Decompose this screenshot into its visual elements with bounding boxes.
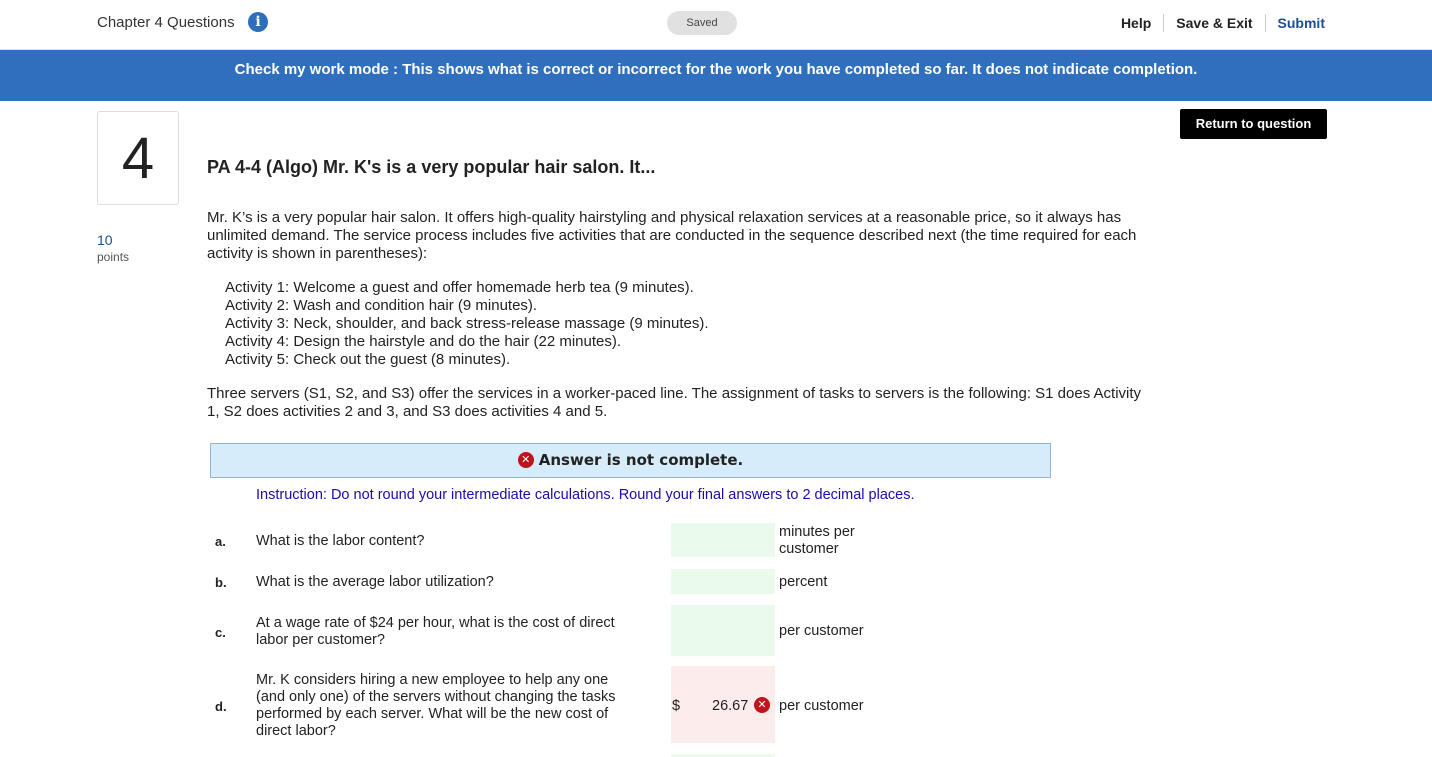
check-work-banner: Check my work mode : This shows what is correct or incorrect for the work you have completed so far. It does not indicate completion. — [0, 50, 1432, 101]
question-number: 4 — [97, 111, 179, 205]
activity-item: Activity 1: Welcome a guest and offer homemade herb tea (9 minutes). — [225, 279, 694, 296]
incorrect-icon: ✕ — [518, 452, 534, 468]
part-unit: per customer — [779, 623, 864, 639]
incorrect-icon: ✕ — [754, 697, 770, 713]
part-question: What is the labor content? — [256, 533, 425, 549]
answer-status-bar — [210, 443, 1051, 478]
activity-item: Activity 5: Check out the guest (8 minutes). — [225, 351, 511, 368]
activity-item: Activity 3: Neck, shoulder, and back stress-release massage (9 minutes). — [225, 315, 709, 332]
question-intro: Mr. K’s is a very popular hair salon. It offers high-quality hairstyling and physical relaxation services at a reasonable price, so it always has unlimited demand. The service process includes five activities that are conducted in the sequence described next (the time required for each activity is shown in parentheses): — [207, 209, 1137, 262]
activity-item: Activity 2: Wash and condition hair (9 minutes). — [225, 297, 538, 314]
question-title: PA 4-4 (Algo) Mr. K's is a very popular hair salon. It... — [207, 157, 656, 177]
help-link[interactable]: Help — [1120, 15, 1152, 31]
part-question: What is the average labor utilization? — [256, 574, 494, 590]
part-question: Mr. K considers hiring a new employee to help any one (and only one) of the servers without changing the tasks performed by each server. What will be the new cost of direct labor? — [256, 672, 616, 739]
currency-symbol: $ — [672, 698, 681, 714]
part-unit: per customer — [779, 698, 864, 714]
labor-utilization-input[interactable] — [671, 569, 775, 594]
return-to-question-button[interactable]: Return to question — [1180, 109, 1327, 139]
part-letter: c. — [215, 625, 226, 640]
part-unit: percent — [779, 574, 828, 590]
part-question: At a wage rate of $24 per hour, what is the cost of direct labor per customer? — [256, 615, 615, 648]
activity-list — [225, 279, 709, 369]
top-actions — [1109, 14, 1325, 32]
answer-status-text: Answer is not complete. — [538, 451, 744, 469]
part-letter: b. — [215, 575, 227, 590]
top-bar — [0, 0, 1432, 50]
assignment-title: Chapter 4 Questions — [97, 14, 235, 31]
part-letter: a. — [215, 534, 226, 549]
submit-link[interactable]: Submit — [1277, 15, 1325, 31]
servers-description: Three servers (S1, S2, and S3) offer the services in a worker-paced line. The assignment of tasks to servers is the following: S1 does Activity 1, S2 does activities 2 and 3, and S3 does activities 4 and 5. — [207, 385, 1142, 420]
part-letter: d. — [215, 699, 227, 714]
points-label: points — [97, 250, 130, 264]
direct-labor-cost-input[interactable] — [671, 605, 775, 656]
points-value: 10 — [97, 232, 113, 248]
saved-status-badge: Saved — [667, 11, 737, 35]
save-exit-link[interactable]: Save & Exit — [1176, 15, 1253, 31]
labor-content-input[interactable] — [671, 523, 775, 557]
new-labor-cost-value: 26.67 — [712, 698, 749, 714]
activity-item: Activity 4: Design the hairstyle and do the hair (22 minutes). — [225, 333, 622, 350]
part-unit: minutes per customer — [779, 524, 855, 557]
instruction-text: Instruction: Do not round your intermediate calculations. Round your final answers to 2 decimal places. — [256, 487, 915, 503]
info-icon[interactable]: i — [248, 12, 268, 32]
